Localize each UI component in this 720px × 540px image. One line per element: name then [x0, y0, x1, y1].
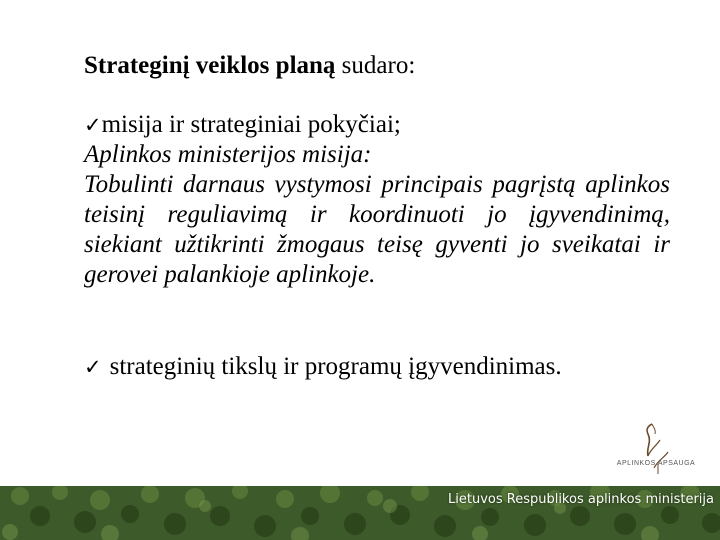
logo-text: APLINKOS APSAUGA — [616, 460, 696, 467]
aplinkos-apsauga-logo-icon — [598, 422, 714, 484]
bullet-text-2: strateginių tikslų ir programų įgyvendinimas. — [109, 353, 562, 380]
mission-title: Aplinkos ministerijos misija: — [84, 141, 372, 168]
bullet-block-1 — [84, 110, 670, 290]
slide-heading — [84, 50, 684, 82]
bullet-item-1 — [84, 110, 670, 140]
checkmark-icon: ✓ — [84, 355, 102, 379]
logo-graphic — [598, 422, 714, 484]
heading-bold: Strateginį veiklos planą — [84, 52, 336, 79]
footer-ministry-name: Lietuvos Respublikos aplinkos ministerija — [448, 492, 714, 507]
checkmark-icon: ✓ — [84, 113, 102, 137]
mission-text: Tobulinti darnaus vystymosi principais pagrįstą aplinkos teisinį reguliavimą ir koordinuoti jo įgyvendinimą, siekiant užtikrinti žmogaus teisę gyventi jo sveikatai ir gerovei palankioje aplinkoje. — [84, 171, 670, 288]
bullet-text-1: misija ir strateginiai pokyčiai; — [101, 111, 401, 138]
heading-rest: sudaro: — [335, 52, 416, 79]
bullet-item-2 — [84, 352, 562, 382]
